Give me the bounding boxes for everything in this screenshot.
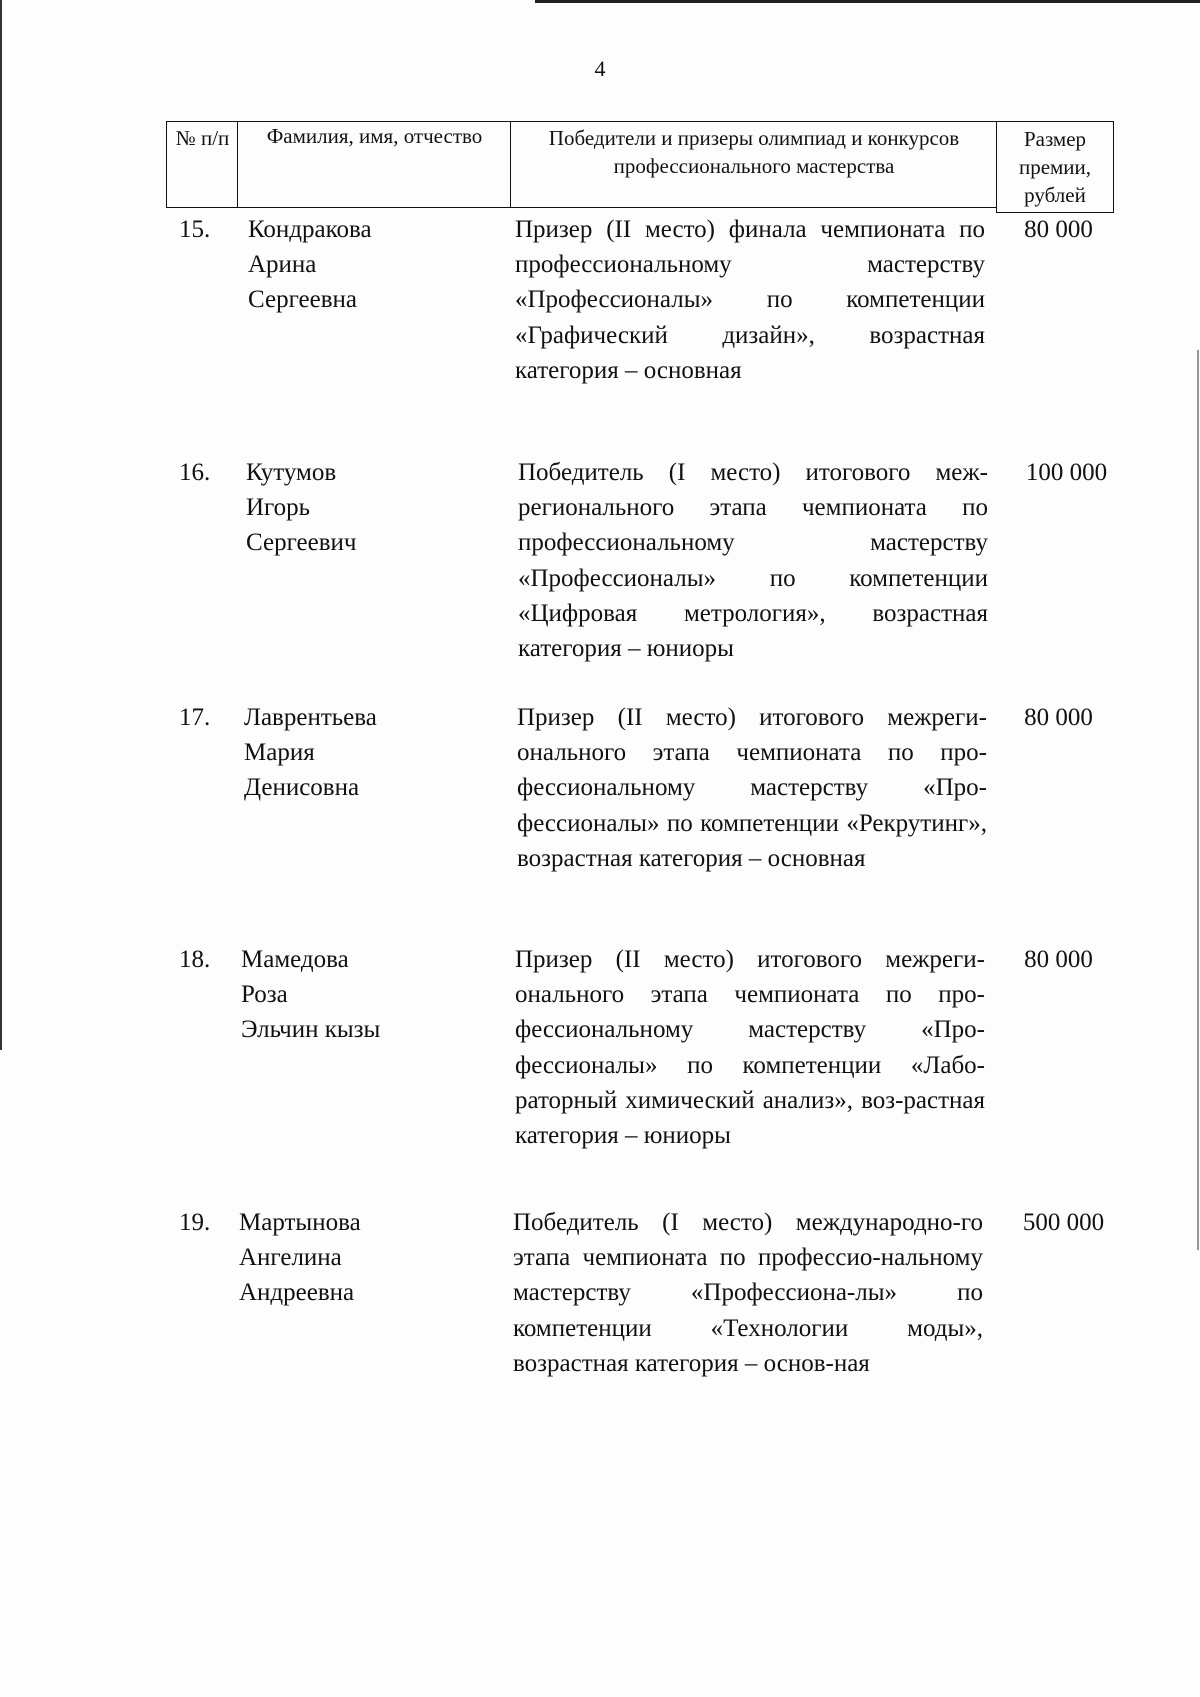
row-name: Кондракова Арина Сергеевна	[248, 216, 372, 314]
header-description: Победители и призеры олимпиад и конкурсов профессионального мастерства	[510, 121, 997, 208]
row-prize: 100 000	[1025, 459, 1108, 486]
row-prize: 80 000	[1024, 216, 1093, 243]
page-number: 4	[594, 56, 606, 81]
header-num: № п/п	[166, 121, 238, 208]
scan-edge-right	[1197, 350, 1199, 1250]
row-number: 19.	[179, 1209, 211, 1236]
row-description: Победитель (I место) международно-го этапа чемпионата по профессио-нальному мастерству «Профессиона-лы» по компетенции «Технологии моды», возрастная категория – основ-ная	[513, 1209, 983, 1377]
row-number: 15.	[179, 216, 211, 243]
scan-edge-top	[535, 0, 1200, 3]
row-name: Мамедова Роза Эльчин кызы	[241, 946, 381, 1044]
row-number: 18.	[179, 946, 211, 973]
row-name: Лаврентьева Мария Денисовна	[244, 704, 377, 802]
row-description: Призер (II место) финала чемпионата по профессиональному мастерству «Профессионалы» по компетенции «Графический дизайн», возрастная категория – основная	[515, 216, 985, 384]
row-prize: 80 000	[1024, 704, 1093, 731]
scan-edge-left	[0, 0, 2, 1050]
row-prize: 500 000	[1022, 1209, 1105, 1236]
row-description: Победитель (I место) итогового меж-регионального этапа чемпионата по профессиональному мастерству «Профессионалы» по компетенции «Цифровая метрология», возрастная категория – юниоры	[518, 459, 988, 663]
row-description: Призер (II место) итогового межреги-онального этапа чемпионата по про-фессиональному мастерству «Про-фессионалы» по компетенции «Лабо-раторный химический анализ», воз-растная категория – юниоры	[515, 946, 985, 1150]
row-name: Кутумов Игорь Сергеевич	[246, 459, 357, 557]
row-number: 16.	[179, 459, 211, 486]
header-prize: Размер премии, рублей	[996, 121, 1114, 213]
row-description: Призер (II место) итогового межреги-онального этапа чемпионата по про-фессиональному мастерству «Про-фессионалы» по компетенции «Рекрутинг», возрастная категория – основная	[517, 704, 987, 872]
row-prize: 80 000	[1024, 946, 1093, 973]
header-name: Фамилия, имя, отчество	[237, 121, 511, 208]
row-name: Мартынова Ангелина Андреевна	[239, 1209, 361, 1307]
row-number: 17.	[179, 704, 211, 731]
